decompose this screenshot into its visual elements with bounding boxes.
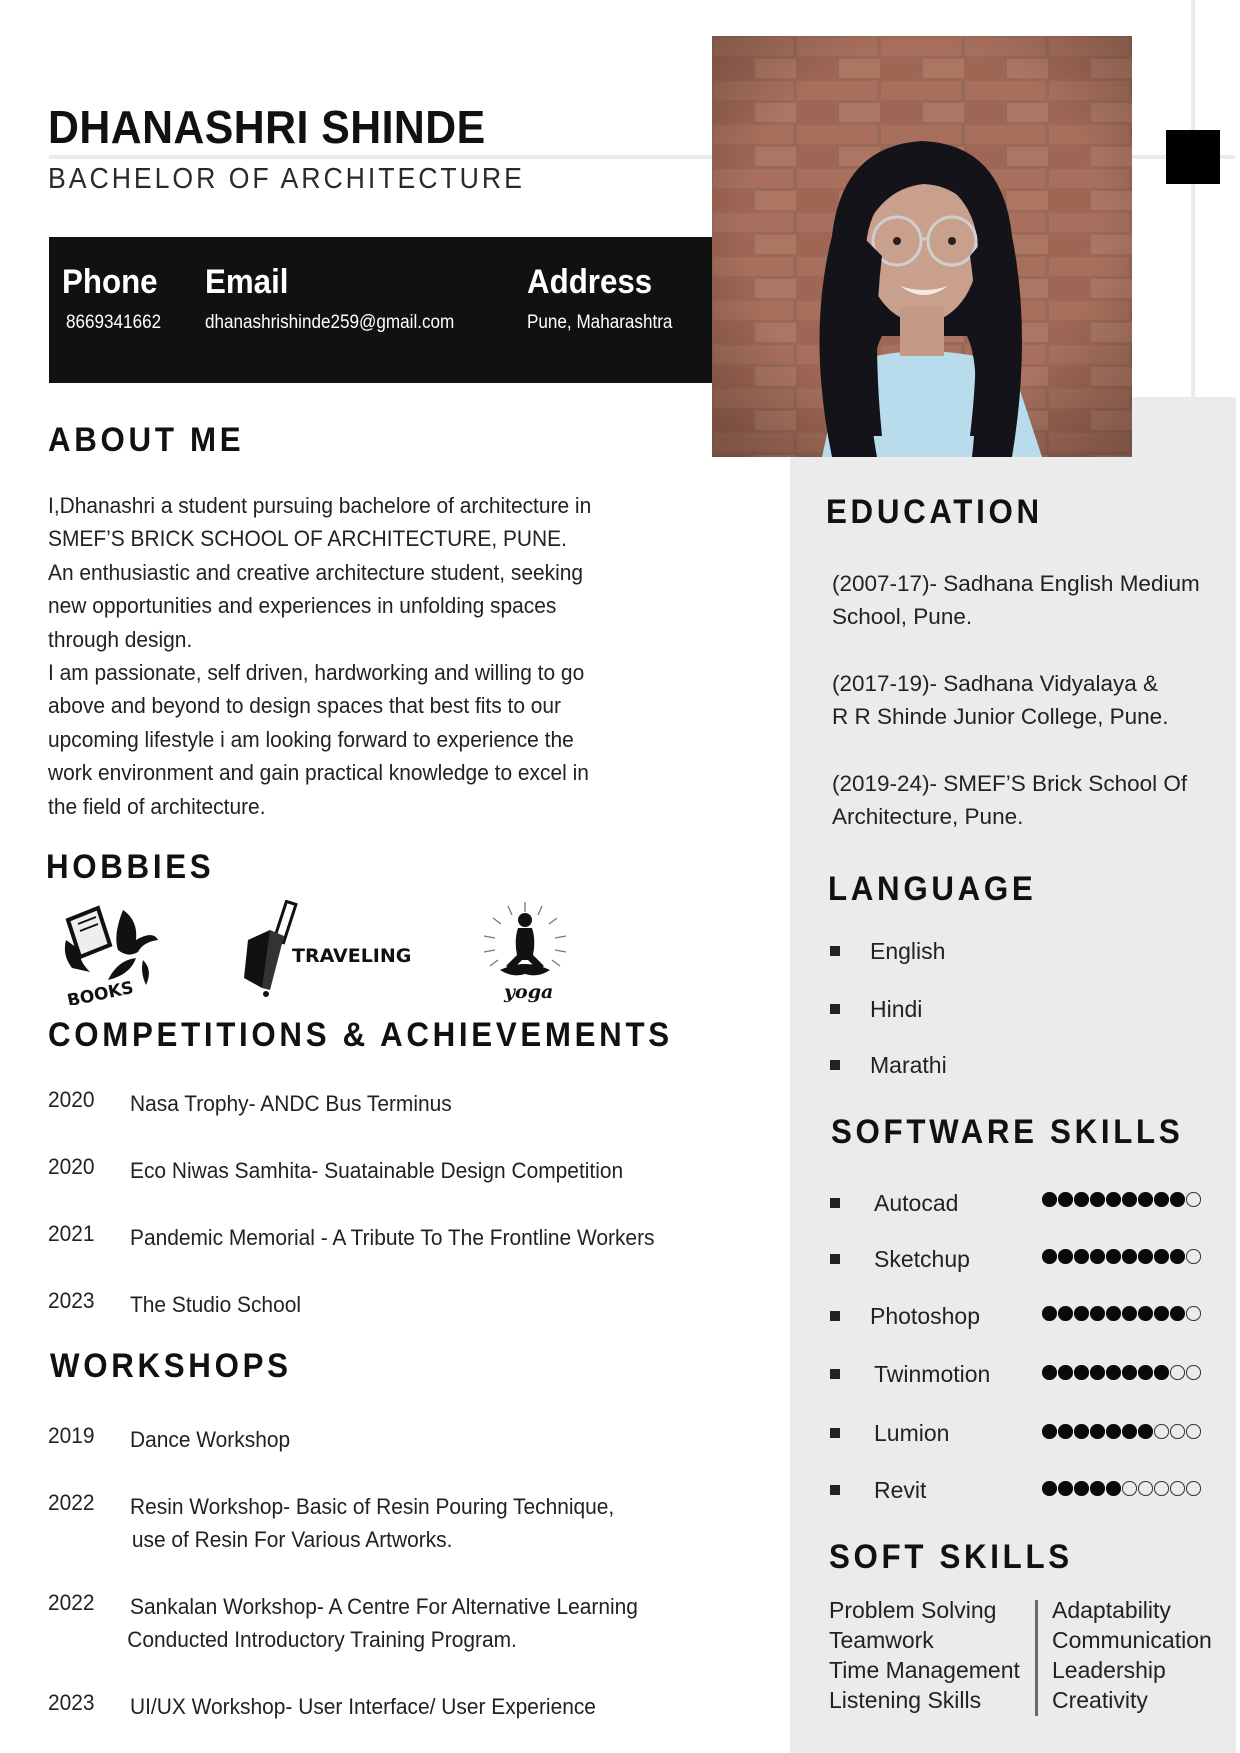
about-line: through design.	[48, 626, 193, 652]
filled-dot-icon	[1042, 1306, 1057, 1321]
filled-dot-icon	[1122, 1365, 1137, 1380]
rating-dots	[1042, 1192, 1201, 1207]
competition-year: 2020	[48, 1087, 95, 1112]
decorative-square	[1166, 130, 1220, 184]
vertical-rule	[1191, 0, 1195, 397]
workshop-row	[48, 1423, 302, 1456]
workshop-year: 2022	[48, 1590, 95, 1615]
hobby-books	[58, 900, 168, 1005]
software-item	[830, 1361, 990, 1388]
soft-skills-heading: SOFT SKILLS	[829, 1538, 1073, 1576]
filled-dot-icon	[1058, 1306, 1073, 1321]
competition-year: 2023	[48, 1288, 95, 1313]
empty-dot-icon	[1154, 1424, 1169, 1439]
square-bullet-icon	[830, 1311, 840, 1321]
empty-dot-icon	[1186, 1192, 1201, 1207]
soft-skill: Adaptability	[1052, 1597, 1171, 1623]
soft-skills-right	[1052, 1595, 1212, 1715]
education-entry	[832, 667, 1222, 733]
filled-dot-icon	[1074, 1192, 1089, 1207]
soft-skills-left	[829, 1595, 1020, 1715]
filled-dot-icon	[1058, 1249, 1073, 1264]
education-line: (2007-17)- Sadhana English Medium	[832, 571, 1200, 596]
education-line: R R Shinde Junior College, Pune.	[832, 704, 1169, 729]
workshop-row	[48, 1690, 631, 1723]
software-item	[830, 1303, 980, 1330]
competition-row	[48, 1221, 694, 1254]
about-line: I,Dhanashri a student pursuing bachelore of architecture in	[48, 493, 592, 518]
square-bullet-icon	[830, 1198, 840, 1208]
profile-photo	[712, 36, 1132, 457]
workshop-line: use of Resin For Various Artworks.	[131, 1527, 453, 1553]
filled-dot-icon	[1106, 1424, 1121, 1439]
about-heading: ABOUT ME	[48, 421, 245, 459]
soft-skill: Problem Solving	[829, 1597, 997, 1623]
filled-dot-icon	[1154, 1365, 1169, 1380]
competition-row	[48, 1288, 314, 1321]
filled-dot-icon	[1122, 1424, 1137, 1439]
education-line: (2019-24)- SMEF’S Brick School Of	[832, 771, 1188, 796]
soft-skill: Time Management	[829, 1657, 1020, 1683]
filled-dot-icon	[1074, 1481, 1089, 1496]
suitcase-icon	[240, 900, 410, 1005]
education-entry	[832, 567, 1222, 633]
contact-box	[49, 237, 712, 383]
workshop-text	[127, 1590, 638, 1657]
workshop-text: UI/UX Workshop- User Interface/ User Experience	[130, 1694, 596, 1719]
software-label: Revit	[874, 1477, 927, 1503]
filled-dot-icon	[1122, 1249, 1137, 1264]
filled-dot-icon	[1090, 1306, 1105, 1321]
filled-dot-icon	[1090, 1249, 1105, 1264]
filled-dot-icon	[1138, 1306, 1153, 1321]
competitions-heading: COMPETITIONS & ACHIEVEMENTS	[48, 1016, 673, 1054]
software-heading: SOFTWARE SKILLS	[831, 1113, 1184, 1151]
filled-dot-icon	[1154, 1249, 1169, 1264]
contact-phone	[62, 263, 172, 334]
about-line: I am passionate, self driven, hardworking and willing to go	[48, 660, 585, 686]
filled-dot-icon	[1090, 1365, 1105, 1380]
workshops-heading: WORKSHOPS	[50, 1347, 292, 1385]
book-reading-icon	[58, 900, 168, 1005]
filled-dot-icon	[1138, 1365, 1153, 1380]
hobbies-heading: HOBBIES	[46, 848, 215, 886]
software-label: Twinmotion	[874, 1361, 991, 1387]
filled-dot-icon	[1074, 1249, 1089, 1264]
filled-dot-icon	[1042, 1365, 1057, 1380]
filled-dot-icon	[1074, 1424, 1089, 1439]
rating-dots	[1042, 1424, 1201, 1439]
filled-dot-icon	[1058, 1365, 1073, 1380]
workshop-line: Conducted Introductory Training Program.	[127, 1627, 517, 1653]
filled-dot-icon	[1106, 1192, 1121, 1207]
empty-dot-icon	[1186, 1306, 1201, 1321]
contact-address	[527, 263, 689, 334]
phone-value[interactable]: 8669341662	[66, 312, 162, 333]
filled-dot-icon	[1090, 1192, 1105, 1207]
portrait-image	[712, 36, 1132, 457]
empty-dot-icon	[1122, 1481, 1137, 1496]
filled-dot-icon	[1090, 1424, 1105, 1439]
filled-dot-icon	[1106, 1306, 1121, 1321]
address-label: Address	[527, 263, 653, 301]
filled-dot-icon	[1154, 1192, 1169, 1207]
filled-dot-icon	[1058, 1481, 1073, 1496]
language-label: Hindi	[870, 996, 923, 1022]
square-bullet-icon	[830, 946, 840, 956]
workshop-line: Sankalan Workshop- A Centre For Alternative Learning	[130, 1594, 638, 1619]
filled-dot-icon	[1074, 1306, 1089, 1321]
filled-dot-icon	[1170, 1306, 1185, 1321]
about-line: new opportunities and experiences in unfolding spaces	[48, 593, 557, 619]
soft-skill: Creativity	[1052, 1687, 1148, 1713]
filled-dot-icon	[1138, 1249, 1153, 1264]
education-line: Architecture, Pune.	[832, 804, 1024, 829]
competition-row	[48, 1154, 660, 1187]
email-value[interactable]: dhanashrishinde259@gmail.com	[205, 312, 455, 333]
filled-dot-icon	[1042, 1481, 1057, 1496]
education-line: School, Pune.	[832, 604, 973, 629]
workshop-text	[130, 1490, 614, 1557]
empty-dot-icon	[1186, 1249, 1201, 1264]
address-value: Pune, Maharashtra	[527, 312, 673, 333]
hobby-label: TRAVELING	[292, 945, 410, 967]
about-text	[48, 489, 643, 823]
language-item	[830, 996, 922, 1023]
competition-row	[48, 1087, 476, 1120]
workshop-row	[48, 1490, 651, 1557]
filled-dot-icon	[1042, 1249, 1057, 1264]
filled-dot-icon	[1042, 1424, 1057, 1439]
software-item	[830, 1190, 958, 1217]
hobby-label: BOOKS	[65, 977, 136, 1005]
competition-text: Pandemic Memorial - A Tribute To The Frontline Workers	[130, 1225, 655, 1250]
square-bullet-icon	[830, 1369, 840, 1379]
workshop-year: 2019	[48, 1423, 95, 1448]
candidate-name: DHANASHRI SHINDE	[48, 101, 486, 153]
soft-skill: Leadership	[1052, 1657, 1166, 1683]
filled-dot-icon	[1074, 1365, 1089, 1380]
filled-dot-icon	[1106, 1365, 1121, 1380]
about-line: the field of architecture.	[48, 793, 266, 819]
filled-dot-icon	[1138, 1192, 1153, 1207]
filled-dot-icon	[1058, 1424, 1073, 1439]
filled-dot-icon	[1170, 1192, 1185, 1207]
education-line: (2017-19)- Sadhana Vidyalaya &	[832, 671, 1159, 696]
email-label: Email	[205, 263, 289, 301]
filled-dot-icon	[1106, 1249, 1121, 1264]
workshop-row	[48, 1590, 676, 1657]
rating-dots	[1042, 1365, 1201, 1380]
empty-dot-icon	[1186, 1481, 1201, 1496]
square-bullet-icon	[830, 1004, 840, 1014]
empty-dot-icon	[1186, 1365, 1201, 1380]
competition-year: 2021	[48, 1221, 95, 1246]
empty-dot-icon	[1170, 1424, 1185, 1439]
about-line: SMEF’S BRICK SCHOOL OF ARCHITECTURE, PUNE.	[48, 526, 567, 552]
language-item	[830, 1052, 947, 1079]
language-heading: LANGUAGE	[828, 870, 1037, 908]
software-label: Lumion	[874, 1420, 950, 1446]
filled-dot-icon	[1106, 1481, 1121, 1496]
about-line: work environment and gain practical knowledge to excel in	[48, 760, 589, 786]
hobby-label: yoga	[504, 981, 554, 1003]
about-line: An enthusiastic and creative architecture student, seeking	[48, 559, 584, 585]
square-bullet-icon	[830, 1428, 840, 1438]
rating-dots	[1042, 1249, 1201, 1264]
filled-dot-icon	[1058, 1192, 1073, 1207]
workshop-text: Dance Workshop	[130, 1427, 291, 1452]
language-label: English	[870, 938, 946, 964]
empty-dot-icon	[1170, 1481, 1185, 1496]
square-bullet-icon	[830, 1485, 840, 1495]
software-label: Sketchup	[874, 1246, 970, 1272]
education-entry	[832, 767, 1222, 833]
workshop-year: 2023	[48, 1690, 95, 1715]
soft-skill: Communication	[1052, 1627, 1212, 1653]
software-item	[830, 1477, 926, 1504]
about-line: above and beyond to design spaces that best fits to our	[48, 693, 562, 719]
about-line: upcoming lifestyle i am looking forward to experience the	[48, 726, 574, 752]
filled-dot-icon	[1154, 1306, 1169, 1321]
empty-dot-icon	[1170, 1365, 1185, 1380]
language-label: Marathi	[870, 1052, 947, 1078]
empty-dot-icon	[1186, 1424, 1201, 1439]
rating-dots	[1042, 1306, 1201, 1321]
yoga-meditation-icon	[478, 900, 573, 1005]
hobby-traveling	[240, 900, 410, 1005]
contact-email	[205, 263, 482, 334]
software-label: Photoshop	[870, 1303, 980, 1329]
hobby-yoga	[478, 900, 573, 1005]
phone-label: Phone	[62, 263, 158, 301]
filled-dot-icon	[1090, 1481, 1105, 1496]
filled-dot-icon	[1170, 1249, 1185, 1264]
filled-dot-icon	[1138, 1424, 1153, 1439]
soft-skills-divider	[1035, 1600, 1038, 1716]
competition-text: The Studio School	[130, 1292, 302, 1317]
filled-dot-icon	[1122, 1192, 1137, 1207]
square-bullet-icon	[830, 1254, 840, 1264]
software-item	[830, 1420, 949, 1447]
degree-title: BACHELOR OF ARCHITECTURE	[48, 163, 525, 195]
empty-dot-icon	[1138, 1481, 1153, 1496]
language-item	[830, 938, 945, 965]
education-heading: EDUCATION	[826, 493, 1043, 531]
software-item	[830, 1246, 970, 1273]
competition-text: Nasa Trophy- ANDC Bus Terminus	[130, 1091, 452, 1116]
competition-year: 2020	[48, 1154, 95, 1179]
square-bullet-icon	[830, 1060, 840, 1070]
filled-dot-icon	[1122, 1306, 1137, 1321]
workshop-line: Resin Workshop- Basic of Resin Pouring Technique,	[130, 1494, 615, 1519]
software-label: Autocad	[874, 1190, 959, 1216]
soft-skill: Teamwork	[829, 1627, 934, 1653]
soft-skill: Listening Skills	[829, 1687, 982, 1713]
empty-dot-icon	[1154, 1481, 1169, 1496]
filled-dot-icon	[1042, 1192, 1057, 1207]
competition-text: Eco Niwas Samhita- Suatainable Design Competition	[130, 1158, 624, 1183]
workshop-year: 2022	[48, 1490, 95, 1515]
rating-dots	[1042, 1481, 1201, 1496]
